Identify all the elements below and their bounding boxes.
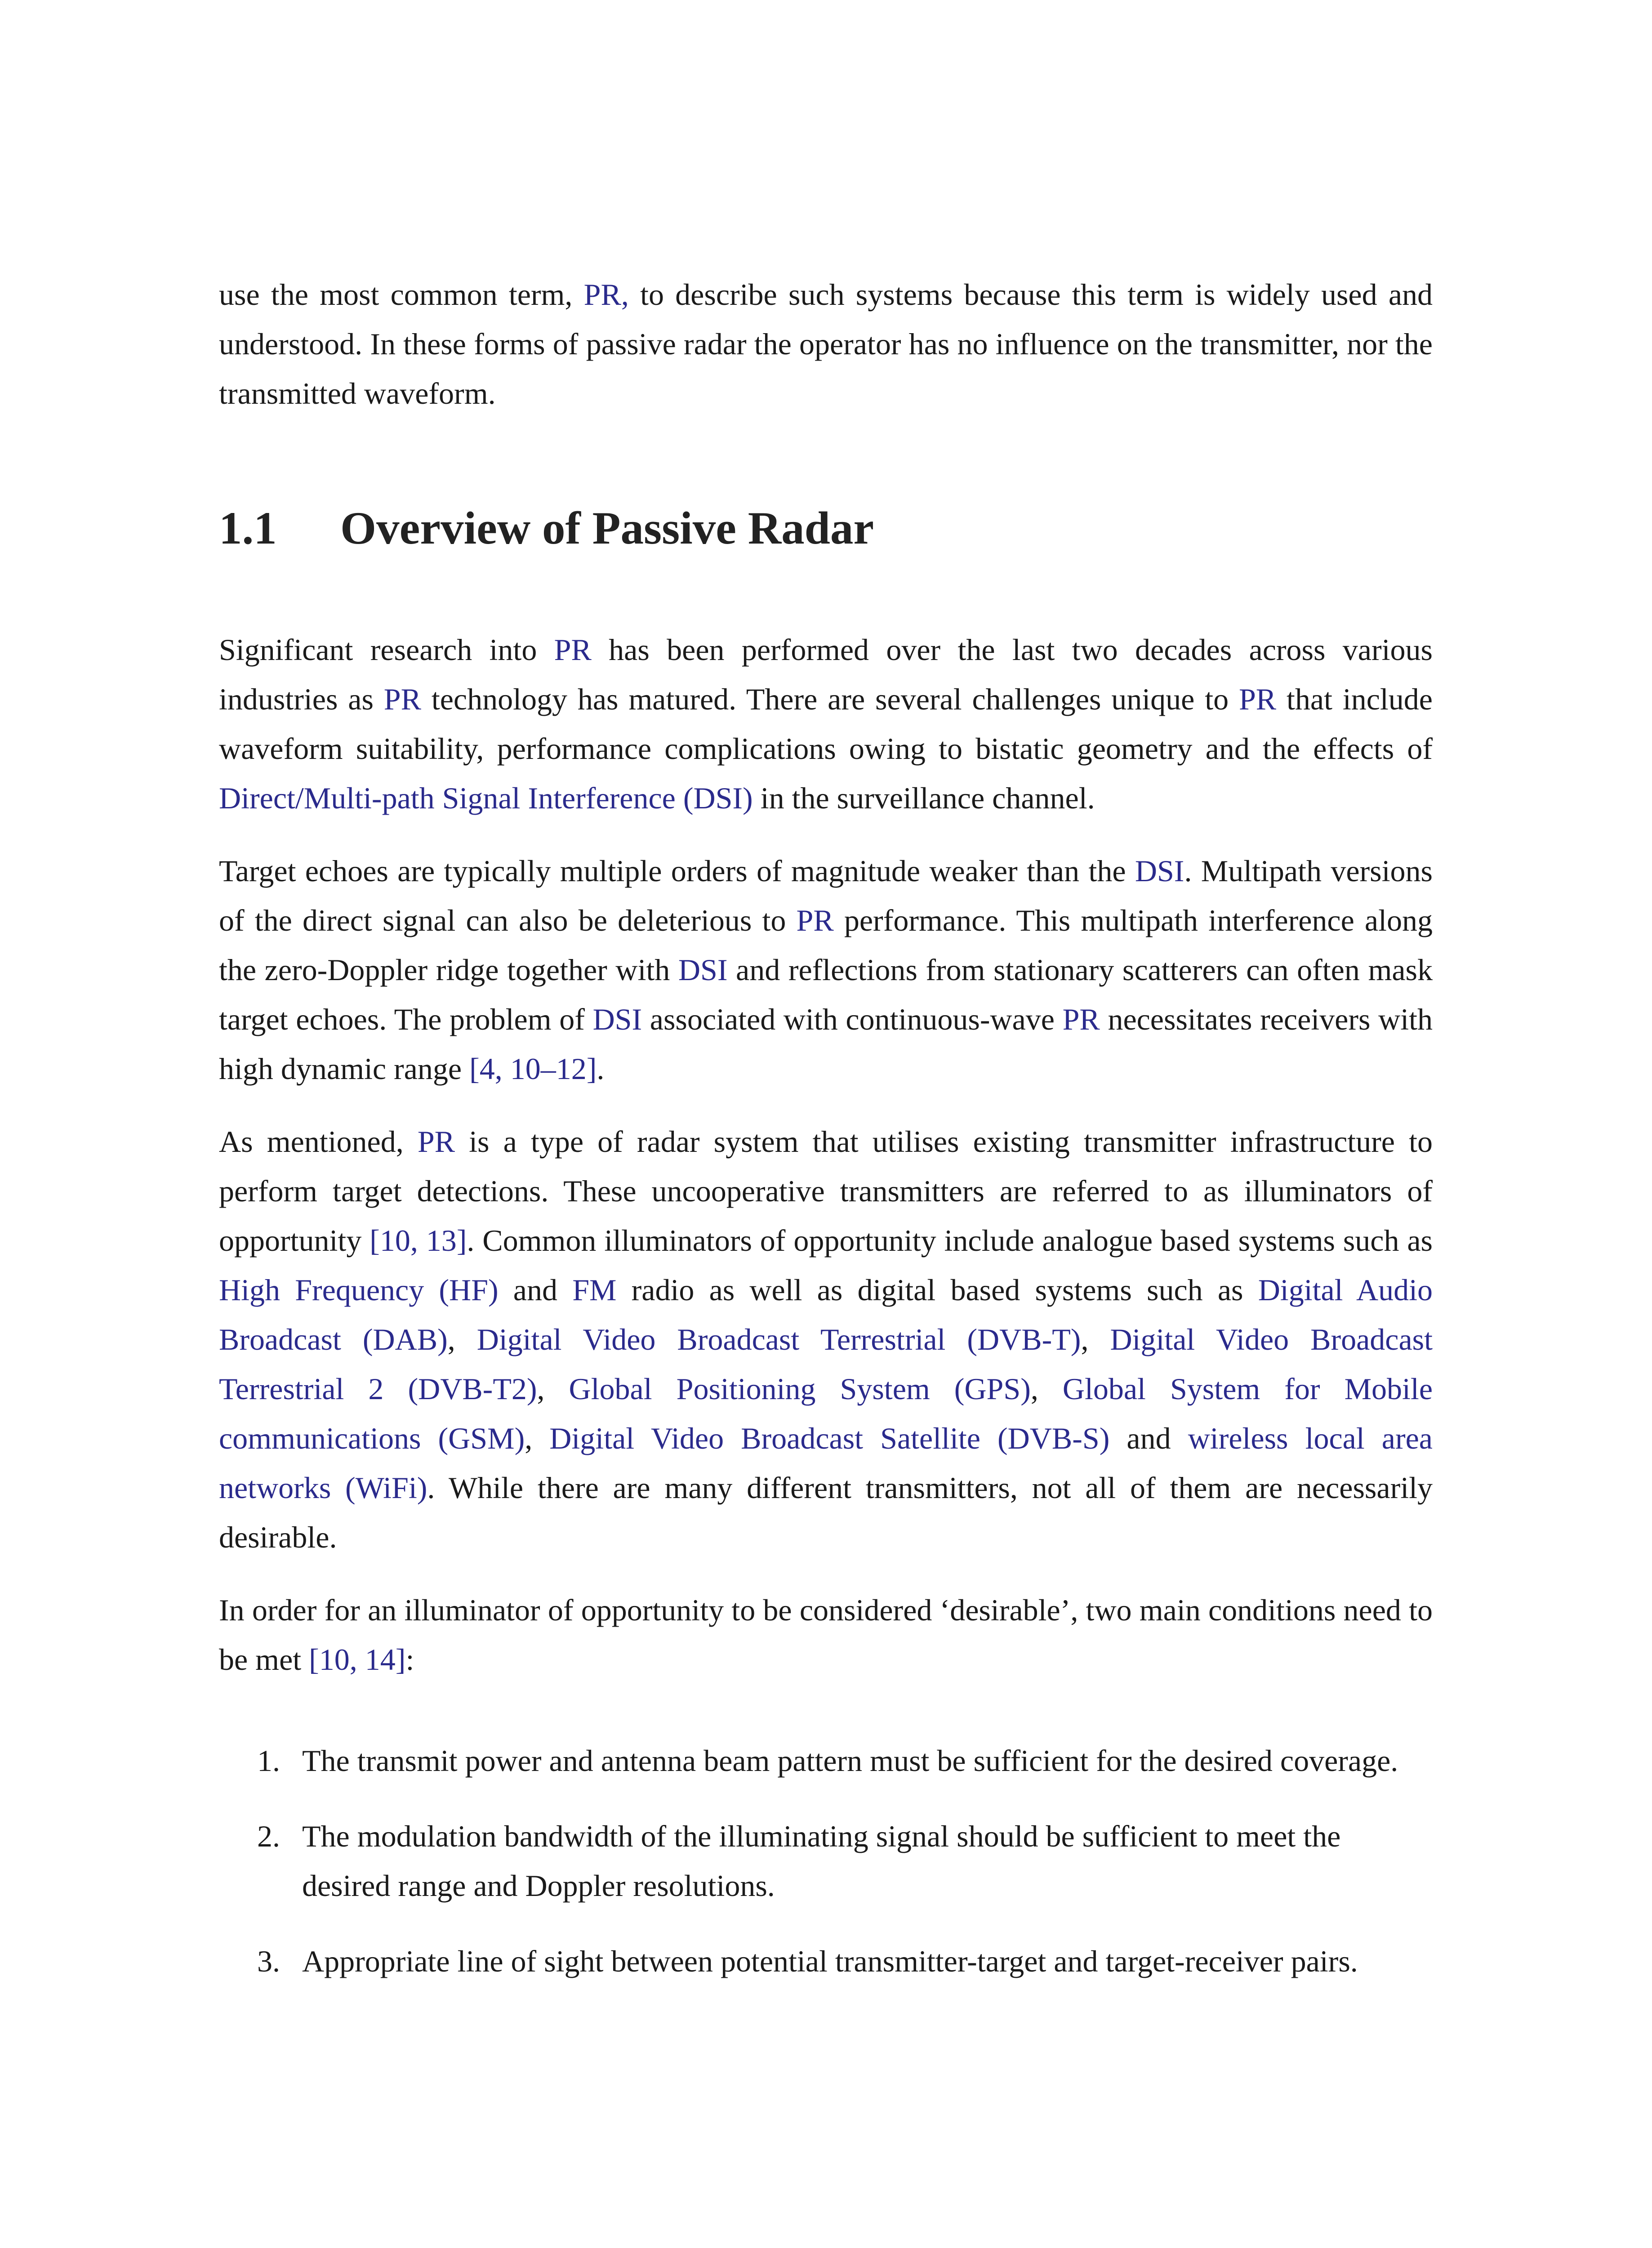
acronym-link-fm[interactable]: FM [572,1273,617,1307]
acronym-link-pr[interactable]: PR [796,903,834,937]
text-span: and reflections from stationary scatterers can often mask target echoes. The problem of [219,953,1433,1036]
section-title: Overview of Passive Radar [340,503,874,554]
citation-link[interactable]: [10, 13] [370,1223,467,1258]
acronym-link-pr[interactable]: PR [1062,1002,1100,1036]
text-span: , [1081,1322,1110,1356]
acronym-link-wifi[interactable]: wireless local area networks (WiFi) [219,1421,1433,1505]
text-span: has been performed over the last two decades across various industries as [219,633,1433,716]
text-span: . Multipath versions of the direct signal can also be deleterious to [219,854,1433,937]
text-span: . [597,1052,605,1086]
list-item-text: The modulation bandwidth of the illuminating signal should be sufficient to meet the desired range and Doppler resolutions. [302,1819,1341,1903]
text-span: Target echoes are typically multiple orders of magnitude weaker than the [219,854,1135,888]
acronym-link-pr[interactable]: PR [554,633,592,667]
list-item [219,1936,1433,1986]
acronym-link-pr[interactable]: PR [383,682,421,716]
text-span: performance. This multipath interference along the zero-Doppler ridge together with [219,903,1433,987]
acronym-link-gps[interactable]: Global Positioning System (GPS) [569,1372,1031,1406]
text-span: . While there are many different transmitters, not all of them are necessarily desirable. [219,1471,1433,1554]
acronym-link-pr[interactable]: PR [417,1124,455,1159]
conditions-list [219,1736,1433,1986]
text-span: radio as well as digital based systems such as [616,1273,1258,1307]
intro-text-2: to describe such systems because this term is widely used and understood. In these forms of passive radar the operator has no influence on the transmitter, nor the transmitted waveform. [219,277,1433,410]
text-span: , [525,1421,550,1455]
text-span: associated with continuous-wave [642,1002,1063,1036]
acronym-link-dvb-s[interactable]: Digital Video Broadcast Satellite (DVB-S) [549,1421,1110,1455]
citation-link[interactable]: [10, 14] [309,1642,406,1677]
paragraph-research [219,625,1433,823]
acronym-link-dsi[interactable]: DSI [678,953,728,987]
text-span: technology has matured. There are several challenges unique to [421,682,1239,716]
text-span: : [405,1642,414,1677]
paragraph-conditions [219,1585,1433,1684]
text-span: Significant research into [219,633,554,667]
list-item-text: Appropriate line of sight between potential transmitter-target and target-receiver pairs. [302,1944,1358,1978]
section-number: 1.1 [219,503,277,554]
text-span: and [1109,1421,1188,1455]
text-span: is a type of radar system that utilises existing transmitter infrastructure to perform target detections. These uncooperative transmitters are referred to as illuminators of opportunity [219,1124,1433,1258]
acronym-link-hf[interactable]: High Frequency (HF) [219,1273,499,1307]
acronym-link-dvb-t[interactable]: Digital Video Broadcast Terrestrial (DVB-T) [476,1322,1081,1356]
intro-text-1: use the most common term, [219,277,584,312]
list-marker: 1. [257,1744,280,1778]
acronym-link-dab[interactable]: Digital Audio Broadcast (DAB) [219,1273,1433,1356]
text-span: , [1030,1372,1063,1406]
acronym-link-dsi[interactable]: DSI [1135,854,1184,888]
text-span: necessitates receivers with high dynamic range [219,1002,1433,1086]
text-span: As mentioned, [219,1124,418,1159]
intro-paragraph [219,270,1433,418]
paragraph-target-echoes [219,846,1433,1093]
list-item [219,1811,1433,1910]
acronym-link-dsi[interactable]: Direct/Multi-path Signal Interference (DSI) [219,781,753,815]
acronym-link-dsi[interactable]: DSI [592,1002,642,1036]
section-heading [219,497,1433,560]
acronym-link-pr[interactable]: PR, [583,277,629,312]
text-span: In order for an illuminator of opportunity to be considered ‘desirable’, two main conditions need to be met [219,1593,1433,1677]
text-span: that include waveform suitability, performance complications owing to bistatic geometry and the effects of [219,682,1433,766]
list-item [219,1736,1433,1785]
text-span: , [537,1372,569,1406]
citation-link[interactable]: [4, 10–12] [469,1052,597,1086]
acronym-link-dvb-t2[interactable]: Digital Video Broadcast Terrestrial 2 (DVB-T2) [219,1322,1433,1406]
list-marker: 2. [257,1819,280,1853]
list-marker: 3. [257,1944,280,1978]
acronym-link-gsm[interactable]: Global System for Mobile communications (GSM) [219,1372,1433,1455]
page-body [219,270,1433,2012]
list-item-text: The transmit power and antenna beam pattern must be sufficient for the desired coverage. [302,1744,1398,1778]
acronym-link-pr[interactable]: PR [1238,682,1277,716]
text-span: in the surveillance channel. [753,781,1095,815]
text-span: and [498,1273,573,1307]
text-span: , [447,1322,477,1356]
text-span: . Common illuminators of opportunity include analogue based systems such as [467,1223,1433,1258]
paragraph-illuminators [219,1117,1433,1562]
